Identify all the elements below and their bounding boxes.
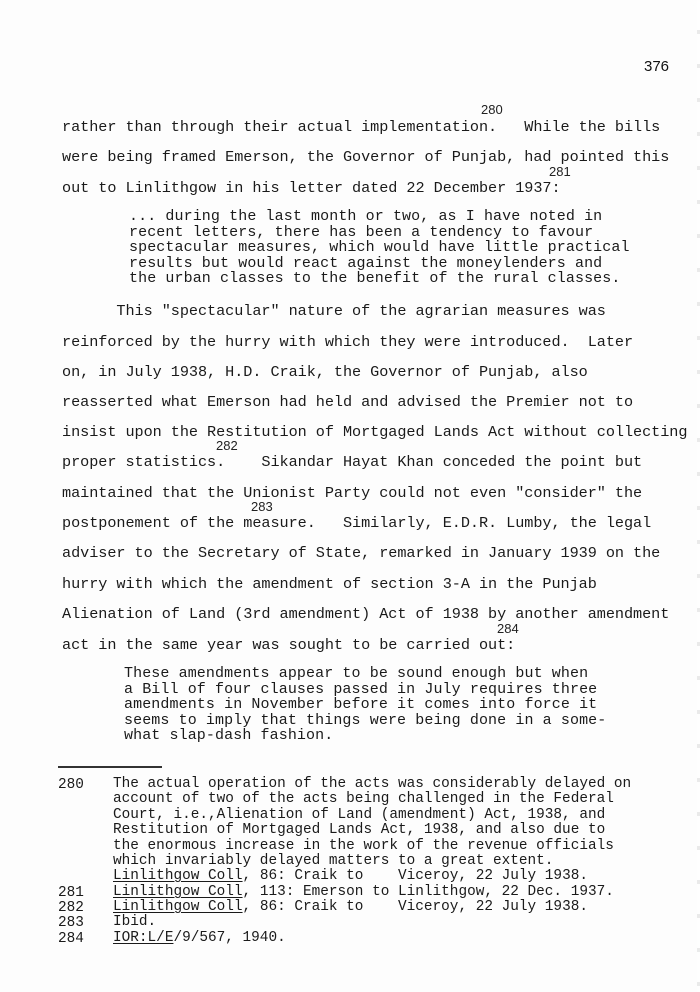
citation-detail: /9/567, 1940. bbox=[173, 930, 286, 946]
body-line: out to Linlithgow in his letter dated 22 December 1937: bbox=[62, 179, 561, 197]
footnote-ref-283: 283 bbox=[251, 499, 273, 514]
body-line: proper statistics. Sikandar Hayat Khan conceded the point but bbox=[62, 453, 643, 471]
footnote-number: 283 bbox=[58, 915, 84, 931]
footnote-line: account of two of the acts being challenged in the Federal bbox=[113, 791, 614, 807]
body-line: insist upon the Restitution of Mortgaged Lands Act without collecting bbox=[62, 423, 688, 441]
footnote-divider bbox=[58, 766, 162, 768]
body-line: were being framed Emerson, the Governor of Punjab, had pointed this bbox=[62, 148, 670, 166]
footnote-ref-284: 284 bbox=[497, 621, 519, 636]
footnote-ref-281: 281 bbox=[549, 164, 571, 179]
body-line: on, in July 1938, H.D. Craik, the Governor of Punjab, also bbox=[62, 363, 588, 381]
quote-line: ... during the last month or two, as I have noted in bbox=[129, 208, 603, 225]
quote-line: what slap-dash fashion. bbox=[124, 727, 334, 744]
citation-source: Linlithgow Coll bbox=[113, 884, 243, 900]
quote-line: a Bill of four clauses passed in July requires three bbox=[124, 681, 598, 698]
body-line: reasserted what Emerson had held and advised the Premier not to bbox=[62, 393, 634, 411]
footnote-number: 281 bbox=[58, 885, 84, 901]
footnote-citation bbox=[113, 931, 286, 946]
footnote-line: Court, i.e.,Alienation of Land (amendment) Act, 1938, and bbox=[113, 807, 606, 823]
body-line: Alienation of Land (3rd amendment) Act of 1938 by another amendment bbox=[62, 605, 670, 623]
body-line: reinforced by the hurry with which they were introduced. Later bbox=[62, 333, 634, 351]
quote-line: These amendments appear to be sound enough but when bbox=[124, 665, 589, 682]
page-number: 376 bbox=[644, 58, 670, 75]
footnote-line: The actual operation of the acts was considerably delayed on bbox=[113, 776, 632, 792]
body-line: postponement of the measure. Similarly, E.D.R. Lumby, the legal bbox=[62, 514, 652, 532]
body-line: adviser to the Secretary of State, remarked in January 1939 on the bbox=[62, 544, 661, 562]
body-line: hurry with which the amendment of section 3-A in the Punjab bbox=[62, 575, 597, 593]
citation-source: IOR:L/E bbox=[113, 930, 174, 946]
footnote-number: 284 bbox=[58, 931, 84, 947]
footnote-line: Restitution of Mortgaged Lands Act, 1938, and also due to bbox=[113, 822, 606, 838]
footnote-ref-282: 282 bbox=[216, 438, 238, 453]
footnote-citation bbox=[113, 900, 588, 915]
citation-detail: , 86: Craik to Viceroy, 22 July 1938. bbox=[242, 868, 588, 884]
body-line: maintained that the Unionist Party could not even "consider" the bbox=[62, 484, 643, 502]
citation-detail: , 113: Emerson to Linlithgow, 22 Dec. 1937. bbox=[242, 884, 614, 900]
footnote-text: Ibid. bbox=[113, 914, 157, 930]
body-line: This "spectacular" nature of the agrarian measures was bbox=[62, 302, 606, 320]
footnote-line: which invariably delayed matters to a great extent. bbox=[113, 853, 554, 869]
quote-line: the urban classes to the benefit of the rural classes. bbox=[129, 270, 621, 287]
citation-source: Linlithgow Coll bbox=[113, 899, 243, 915]
footnote-ref-280: 280 bbox=[481, 102, 503, 117]
quote-line: amendments in November before it comes into force it bbox=[124, 696, 598, 713]
citation-detail: , 86: Craik to Viceroy, 22 July 1938. bbox=[242, 899, 588, 915]
body-line: rather than through their actual implementation. While the bills bbox=[62, 118, 661, 136]
footnote-number: 280 bbox=[58, 777, 84, 793]
quote-line: results but would react against the moneylenders and bbox=[129, 255, 603, 272]
quote-line: spectacular measures, which would have little practical bbox=[129, 239, 630, 256]
citation-source: Linlithgow Coll bbox=[113, 868, 243, 884]
quote-line: seems to imply that things were being done in a some- bbox=[124, 712, 607, 729]
body-line: act in the same year was sought to be carried out: bbox=[62, 636, 516, 654]
footnote-line: the enormous increase in the work of the revenue officials bbox=[113, 838, 614, 854]
footnote-citation bbox=[113, 869, 588, 884]
footnote-number: 282 bbox=[58, 900, 84, 916]
quote-line: recent letters, there has been a tendency to favour bbox=[129, 224, 594, 241]
